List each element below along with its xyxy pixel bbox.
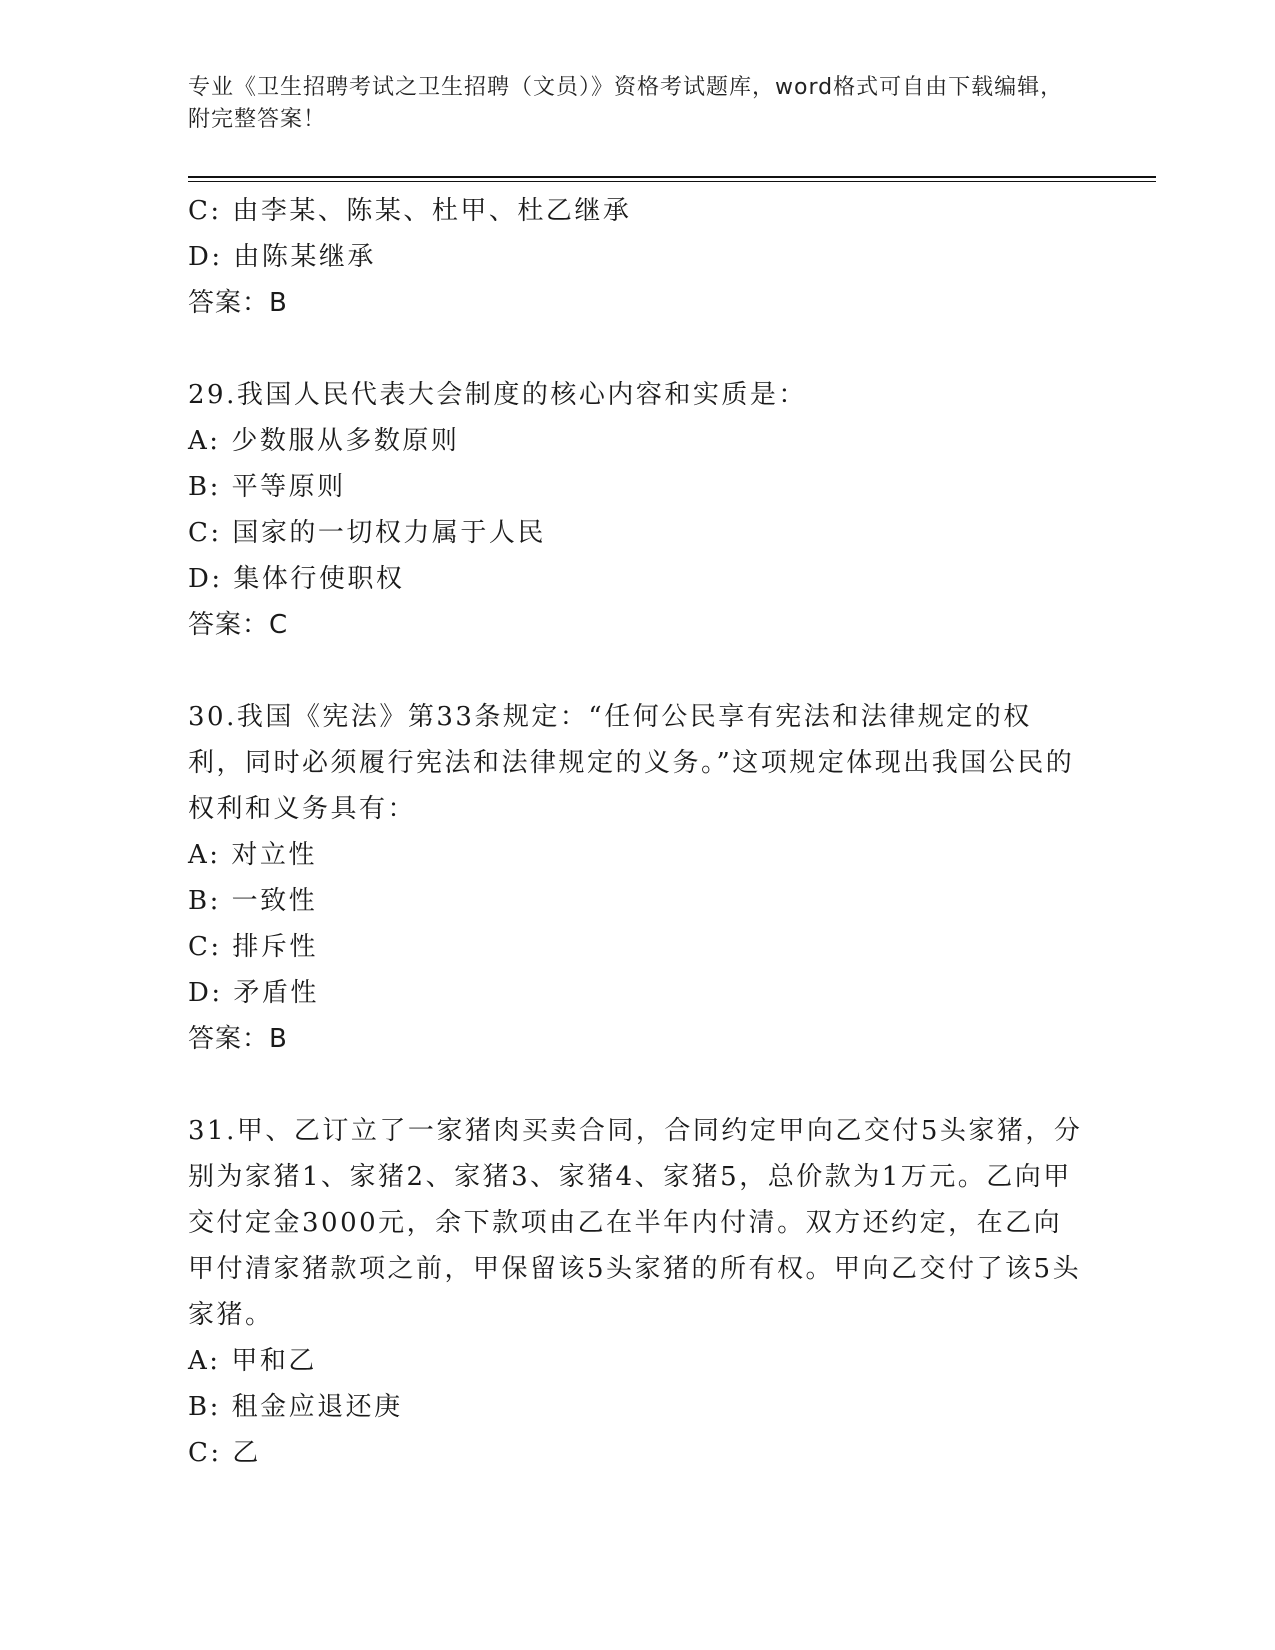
spacer (188, 1062, 1088, 1108)
option-text: 由陈某继承 (233, 242, 376, 272)
option-c (188, 510, 1088, 556)
option-label: D: (188, 978, 223, 1008)
option-text: 国家的一切权力属于人民 (232, 518, 546, 548)
option-c (188, 1430, 1088, 1476)
option-text: 矛盾性 (233, 978, 319, 1008)
option-text: 乙 (232, 1438, 261, 1468)
option-label: D: (188, 564, 223, 594)
option-text: 甲和乙 (231, 1346, 317, 1376)
option-text: 一致性 (231, 886, 318, 916)
option-label: A: (188, 1346, 221, 1376)
option-c (188, 924, 1088, 970)
question-30 (188, 694, 1088, 1062)
option-label: A: (188, 840, 221, 870)
option-text: 平等原则 (231, 472, 346, 502)
answer-line: 答案：B (188, 1024, 288, 1054)
option-label: B: (188, 472, 221, 502)
answer-line: 答案：C (188, 610, 289, 640)
question-29 (188, 372, 1088, 648)
question-content (188, 188, 1088, 1476)
option-b (188, 878, 1088, 924)
header-divider-thin (188, 181, 1156, 182)
option-a (188, 418, 1088, 464)
option-d (188, 234, 1088, 280)
page-header: 专业《卫生招聘考试之卫生招聘（文员）》资格考试题库，word格式可自由下载编辑，附完整答案！ (188, 75, 1064, 132)
question-31 (188, 1108, 1088, 1476)
option-a (188, 832, 1088, 878)
option-label: B: (188, 1392, 221, 1422)
option-d (188, 970, 1088, 1016)
question-stem: 30.我国《宪法》第33条规定：“任何公民享有宪法和法律规定的权利，同时必须履行宪法和法律规定的义务。”这项规定体现出我国公民的权利和义务具有： (188, 702, 1075, 824)
option-label: A: (188, 426, 221, 456)
option-c (188, 188, 1088, 234)
answer-line: 答案：B (188, 288, 288, 318)
option-b (188, 1384, 1088, 1430)
option-text: 对立性 (231, 840, 317, 870)
option-text: 租金应退还庚 (231, 1392, 403, 1422)
spacer (188, 648, 1088, 694)
option-label: C: (188, 932, 222, 962)
option-text: 排斥性 (232, 932, 318, 962)
question-stem: 29.我国人民代表大会制度的核心内容和实质是： (188, 380, 807, 410)
option-label: C: (188, 1438, 222, 1468)
option-label: D: (188, 242, 223, 272)
option-text: 由李某、陈某、杜甲、杜乙继承 (232, 196, 632, 226)
option-label: B: (188, 886, 221, 916)
prev-question (188, 188, 1088, 326)
option-d (188, 556, 1088, 602)
header-divider-thick (188, 176, 1156, 178)
option-text: 少数服从多数原则 (231, 426, 460, 456)
option-text: 集体行使职权 (233, 564, 405, 594)
option-a (188, 1338, 1088, 1384)
question-stem: 31.甲、乙订立了一家猪肉买卖合同，合同约定甲向乙交付5头家猪，分别为家猪1、家猪2、家猪3、家猪4、家猪5，总价款为1万元。乙向甲交付定金3000元，余下款项由乙在半年内付清。双方还约定，在乙向甲付清家猪款项之前，甲保留该5头家猪的所有权。甲向乙交付了该5头家猪。 (188, 1116, 1083, 1330)
option-b (188, 464, 1088, 510)
option-label: C: (188, 518, 222, 548)
spacer (188, 326, 1088, 372)
option-label: C: (188, 196, 222, 226)
